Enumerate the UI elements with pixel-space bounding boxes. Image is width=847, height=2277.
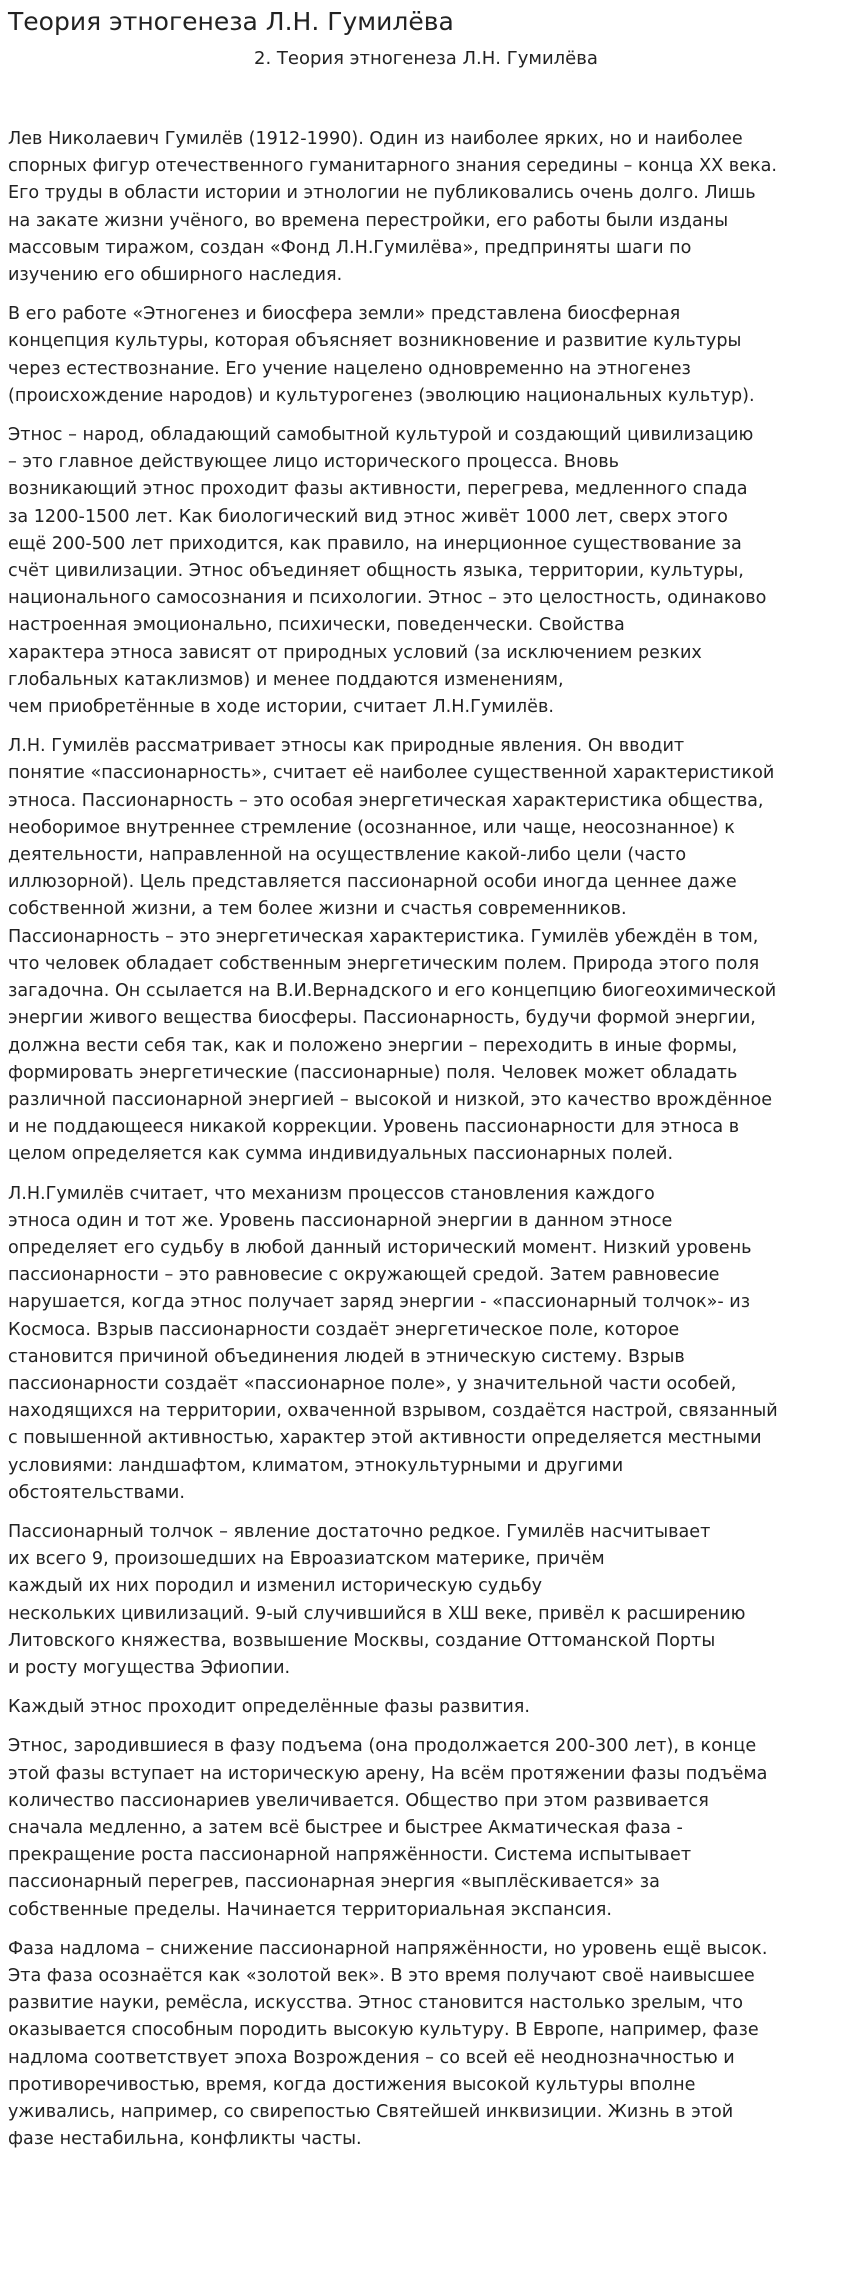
- paragraph-passionary-push: Пассионарный толчок – явление достаточно редкое. Гумилёв насчитывает их всего 9, произошедших на Евроазиатском материке, причём каждый их них породил и изменил историческую судьбу нескольких цивилизаций. 9-ый случившийся в ХШ веке, привёл к расширению Литовского княжества, возвышение Москвы, создание Оттоманской Порты и росту могущества Эфиопии.: [8, 1521, 746, 1678]
- paragraph-ethnos-definition: Этнос – народ, обладающий самобытной культурой и создающий цивилизацию – это главное действующее лицо исторического процесса. Вновь возникающий этнос проходит фазы активности, перегрева, медленного спада за 1200-1500 лет. Как биологический вид этнос живёт 1000 лет, сверх этого ещё 200-500 лет приходится, как правило, на инерционное существование за счёт цивилизации. Этнос объединяет общность языка, территории, культуры, национального самосознания и психологии. Этнос – это целостность, одинаково настроенная эмоционально, психически, поведенчески. Свойства характера этноса зависят от природных условий (за исключением резких глобальных катаклизмов) и менее поддаются изменениям, чем приобретённые в ходе истории, считает Л.Н.Гумилёв.: [8, 425, 767, 718]
- paragraph-breakdown-phase: Фаза надлома – снижение пассионарной напряжённости, но уровень ещё высок. Эта фаза осознаётся как «золотой век». В это время получают своё наивысшее развитие науки, ремёсла, искусства. Этнос становится настолько зрелым, что оказывается способным породить высокую культуру. В Европе, например, фазе надлома соответствует эпоха Возрождения – со всей её неоднозначностью и противоречивостью, время, когда достижения высокой культуры вполне уживались, например, со свирепостью Святейшей инквизиции. Жизнь в этой фазе нестабильна, конфликты часты.: [8, 1938, 768, 2150]
- paragraph-intro: Лев Николаевич Гумилёв (1912-1990). Один из наиболее ярких, но и наиболее спорных фигур отечественного гуманитарного знания середины – конца XX века. Его труды в области истории и этнологии не публиковались очень долго. Лишь на закате жизни учёного, во времена перестройки, его работы были изданы массовым тиражом, создан «Фонд Л.Н.Гумилёва», предприняты шаги по изучению его обширного наследия.: [8, 129, 778, 286]
- paragraph-mechanism: Л.Н.Гумилёв считает, что механизм процессов становления каждого этноса один и тот же. Уровень пассионарной энергии в данном этносе определяет его судьбу в любой данный исторический момент. Низкий уровень пассионарности – это равновесие с окружающей средой. Затем равновесие нарушается, когда этнос получает заряд энергии - «пассионарный толчок»- из Космоса. Взрыв пассионарности создаёт энергетическое поле, которое становится причиной объединения людей в этническую систему. Взрыв пассионарности создаёт «пассионарное поле», у значительной части особей, находящихся на территории, охваченной взрывом, создаётся настрой, связанный с повышенной активностью, характер этой активности определяется местными условиями: ландшафтом, климатом, этнокультурными и другими обстоятельствами.: [8, 1183, 778, 1503]
- section-heading: 2. Теория этногенеза Л.Н. Гумилёва: [254, 48, 598, 69]
- document-title: Теория этногенеза Л.Н. Гумилёва: [8, 7, 454, 36]
- paragraph-phases-intro: Каждый этнос проходит определённые фазы развития.: [8, 1697, 530, 1718]
- paragraph-rise-phase: Этнос, зародившиеся в фазу подъема (она продолжается 200-300 лет), в конце этой фазы вступает на историческую арену, На всём протяжении фазы подъёма количество пассионариев увеличивается. Общество при этом развивается сначала медленно, а затем всё быстрее и быстрее Акматическая фаза - прекращение роста пассионарной напряжённости. Система испытывает пассионарный перегрев, пассионарная энергия «выплёскивается» за собственные пределы. Начинается территориальная экспансия.: [8, 1736, 768, 1920]
- paragraph-passionarity: Л.Н. Гумилёв рассматривает этносы как природные явления. Он вводит понятие «пассионарность», считает её наиболее существенной характеристикой этноса. Пассионарность – это особая энергетическая характеристика общества, необоримое внутреннее стремление (осознанное, или чаще, неосознанное) к деятельности, направленной на осуществление какой-либо цели (часто иллюзорной). Цель представляется пассионарной особи иногда ценнее даже собственной жизни, а тем более жизни и счастья современников. Пассионарность – это энергетическая характеристика. Гумилёв убеждён в том, что человек обладает собственным энергетическим полем. Природа этого поля загадочна. Он ссылается на В.И.Вернадского и его концепцию биогеохимической энергии живого вещества биосферы. Пассионарность, будучи формой энергии, должна вести себя так, как и положено энергии – переходить в иные формы, формировать энергетические (пассионарные) поля. Человек может обладать различной пассионарной энергией – высокой и низкой, это качество врождённое и не поддающееся никакой коррекции. Уровень пассионарности для этноса в целом определяется как сумма индивидуальных пассионарных полей.: [8, 736, 777, 1165]
- paragraph-biosphere-concept: В его работе «Этногенез и биосфера земли» представлена биосферная концепция культуры, которая объясняет возникновение и развитие культуры через естествознание. Его учение нацелено одновременно на этногенез (происхождение народов) и культурогенез (эволюцию национальных культур).: [8, 304, 755, 406]
- document-body: [8, 126, 839, 2153]
